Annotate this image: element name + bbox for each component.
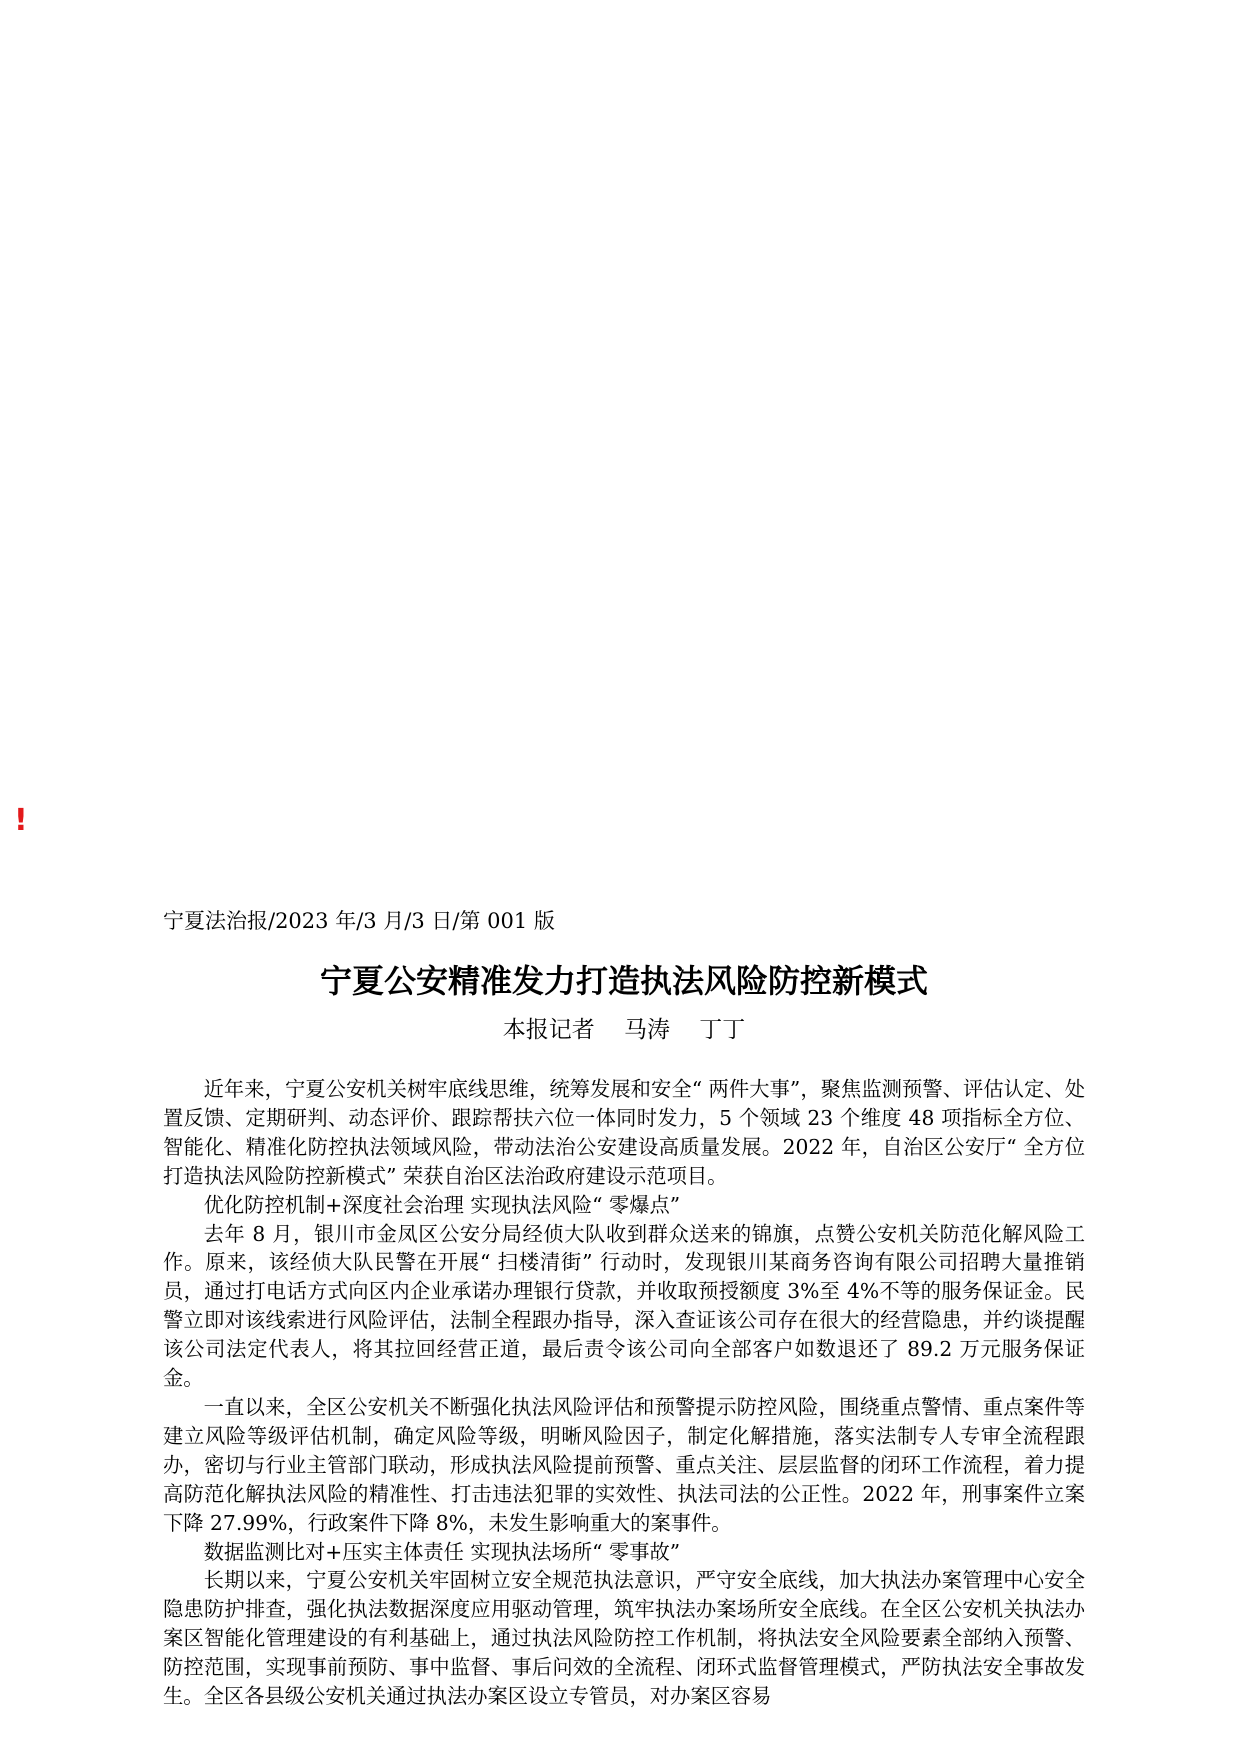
section-heading-2: 数据监测比对+压实主体责任 实现执法场所“ 零事故”	[203, 1539, 681, 1564]
article	[163, 905, 1085, 1711]
source-line: 宁夏法治报/2023 年/3 月/3 日/第 001 版	[163, 909, 555, 933]
article-body	[163, 1075, 1085, 1711]
alert-exclamation-mark: !	[14, 803, 28, 838]
paragraph-mechanism: 一直以来，全区公安机关不断强化执法风险评估和预警提示防控风险，围绕重点警情、重点案件等建立风险等级评估机制，确定风险等级，明晰风险因子，制定化解措施，落实法制专人专审全流程跟办，密切与行业主管部门联动，形成执法风险提前预警、重点关注、层层监督的闭环工作流程，着力提高防范化解执法风险的精准性、打击违法犯罪的实效性、执法司法的公正性。2022 年，刑事案件立案下降 27.99%，行政案件下降 8%，未发生影响重大的案事件。	[163, 1394, 1085, 1535]
section-heading-1: 优化防控机制+深度社会治理 实现执法风险“ 零爆点”	[203, 1192, 681, 1217]
byline: 本报记者 马涛 丁丁	[502, 1017, 746, 1043]
paragraph-case: 去年 8 月，银川市金凤区公安分局经侦大队收到群众送来的锦旗，点赞公安机关防范化解风险工作。原来，该经侦大队民警在开展“ 扫楼清街” 行动时，发现银川某商务咨询有限公司招聘大量推销员，通过打电话方式向区内企业承诺办理银行贷款，并收取预授额度 3%至 4%不等的服务保证金。民警立即对该线索进行风险评估，法制全程跟办指导，深入查证该公司存在很大的经营隐患，并约谈提醒该公司法定代表人，将其拉回经营正道，最后责令该公司向全部客户如数退还了 89.2 万元服务保证金。	[163, 1221, 1085, 1391]
paragraph-venue-safety: 长期以来，宁夏公安机关牢固树立安全规范执法意识，严守安全底线，加大执法办案管理中心安全隐患防护排查，强化执法数据深度应用驱动管理，筑牢执法办案场所安全底线。在全区公安机关执法办案区智能化管理建设的有利基础上，通过执法风险防控工作机制，将执法安全风险要素全部纳入预警、防控范围，实现事前预防、事中监督、事后问效的全流程、闭环式监督管理模式，严防执法安全事故发生。全区各县级公安机关通过执法办案区设立专管员，对办案区容易	[163, 1568, 1085, 1709]
headline: 宁夏公安精准发力打造执法风险防控新模式	[319, 962, 928, 1000]
paragraph-intro: 近年来，宁夏公安机关树牢底线思维，统筹发展和安全“ 两件大事”，聚焦监测预警、评估认定、处置反馈、定期研判、动态评价、跟踪帮扶六位一体同时发力，5 个领域 23 个维度 48 项指标全方位、智能化、精准化防控执法领域风险，带动法治公安建设高质量发展。2022 年，自治区公安厅“ 全方位打造执法风险防控新模式” 荣获自治区法治政府建设示范项目。	[163, 1077, 1085, 1188]
